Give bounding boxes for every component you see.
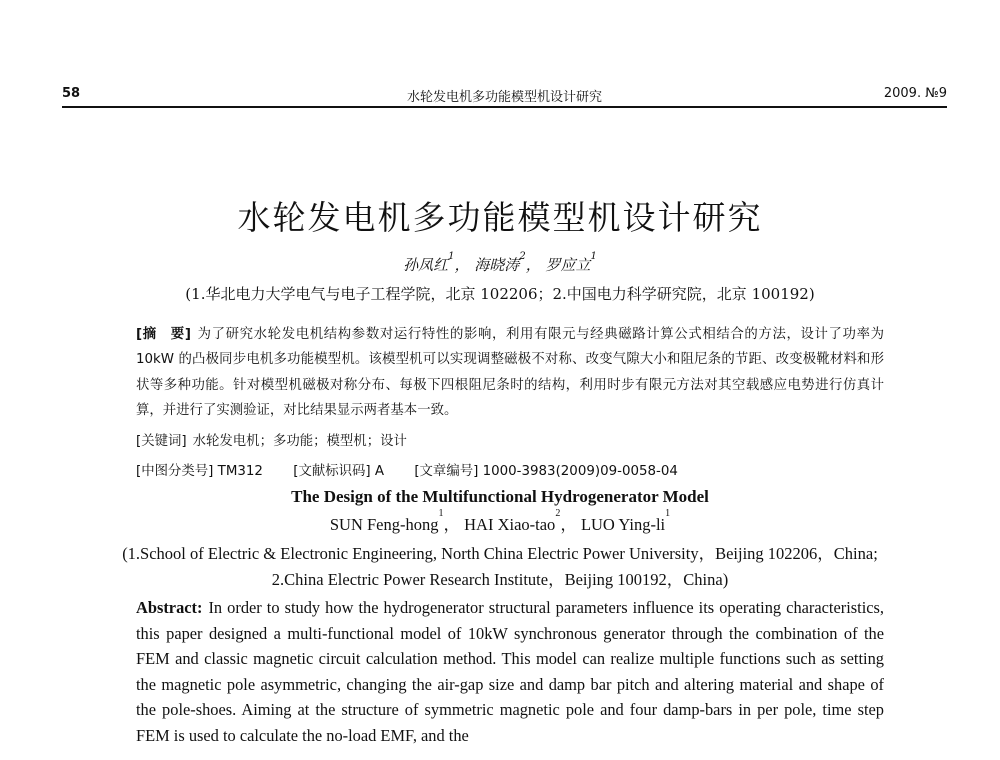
author-separator: ， bbox=[560, 515, 577, 534]
abstract-text: 为了研究水轮发电机结构参数对运行特性的影响，利用有限元与经典磁路计算公式相结合的方法，设计了功率为 10kW 的凸极同步电机多功能模型机。该模型机可以实现调整磁极不对称、改变气隙大小和阻尼条的节距、改变极靴材料和形状等多种功能。针对模型机磁极对称分布、每极下四根阻尼条时的结构，利用时步有限元方法对其空载感应电势进行仿真计算，并进行了实测验证，对比结果显示两者基本一致。 bbox=[136, 327, 884, 419]
chinese-affiliation: (1.华北电力大学电气与电子工程学院，北京 102206；2.中国电力科学研究院，北京 100192) bbox=[185, 285, 815, 303]
running-title: 水轮发电机多功能模型机设计研究 bbox=[406, 90, 602, 105]
english-title: The Design of the Multifunctional Hydrogenerator Model bbox=[291, 487, 709, 506]
author-superscript: 1 bbox=[448, 251, 455, 262]
author-name: SUN Feng-hong bbox=[329, 515, 439, 534]
chinese-authors bbox=[0, 251, 1000, 275]
author-superscript: 1 bbox=[438, 508, 444, 519]
issue-number: 2009. №9 bbox=[883, 86, 947, 101]
article-number: [文章编号] 1000-3983(2009)09-0058-04 bbox=[414, 464, 678, 479]
author-name: 孙凤红 bbox=[403, 256, 449, 274]
abstract-label: Abstract: bbox=[136, 598, 203, 617]
running-header bbox=[62, 86, 947, 108]
chinese-abstract bbox=[136, 322, 884, 424]
author-name: 罗应立 bbox=[545, 256, 591, 274]
english-abstract bbox=[136, 595, 884, 749]
keywords-label: [关键词] bbox=[136, 434, 187, 449]
abstract-text: In order to study how the hydrogenerator structural parameters influence its operating characteristics, this paper designed a multi-functional model of 10kW synchronous generator through the combination of the FEM and classic magnetic circuit calculation method. This model can realize multiple functions such as setting the magnetic pole asymmetric, changing the air-gap size and damp bar pitch and altering material and shape of the pole-shoes. Aiming at the structure of symmetric magnetic pole and four damp-bars in per pole, time step FEM is used to calculate the no-load EMF, and the bbox=[136, 598, 884, 745]
english-authors bbox=[0, 508, 1000, 535]
chinese-keywords bbox=[136, 429, 884, 454]
abstract-label: [摘 要] bbox=[136, 327, 191, 342]
chinese-title: 水轮发电机多功能模型机设计研究 bbox=[237, 198, 763, 237]
author-separator: ， bbox=[525, 256, 541, 274]
author-superscript: 1 bbox=[590, 251, 597, 262]
author-separator: ， bbox=[454, 256, 470, 274]
author-name: 海晓涛 bbox=[474, 256, 520, 274]
english-affiliation-1: (1.School of Electric & Electronic Engineering, North China Electric Power University，Beijing 102206，China; bbox=[122, 544, 878, 563]
class-number: [中图分类号] TM312 bbox=[136, 464, 263, 479]
page-number: 58 bbox=[62, 86, 81, 101]
author-separator: ， bbox=[443, 515, 460, 534]
author-name: HAI Xiao-tao bbox=[464, 515, 556, 534]
document-code: [文献标识码] A bbox=[293, 464, 385, 479]
author-superscript: 1 bbox=[665, 508, 671, 519]
classification-line bbox=[136, 462, 884, 482]
author-superscript: 2 bbox=[555, 508, 561, 519]
keywords-text: 水轮发电机；多功能；模型机；设计 bbox=[192, 434, 407, 449]
author-superscript: 2 bbox=[519, 251, 526, 262]
author-name: LUO Ying-li bbox=[580, 515, 666, 534]
english-affiliation-2: 2.China Electric Power Research Institute，Beijing 100192，China) bbox=[271, 570, 729, 589]
